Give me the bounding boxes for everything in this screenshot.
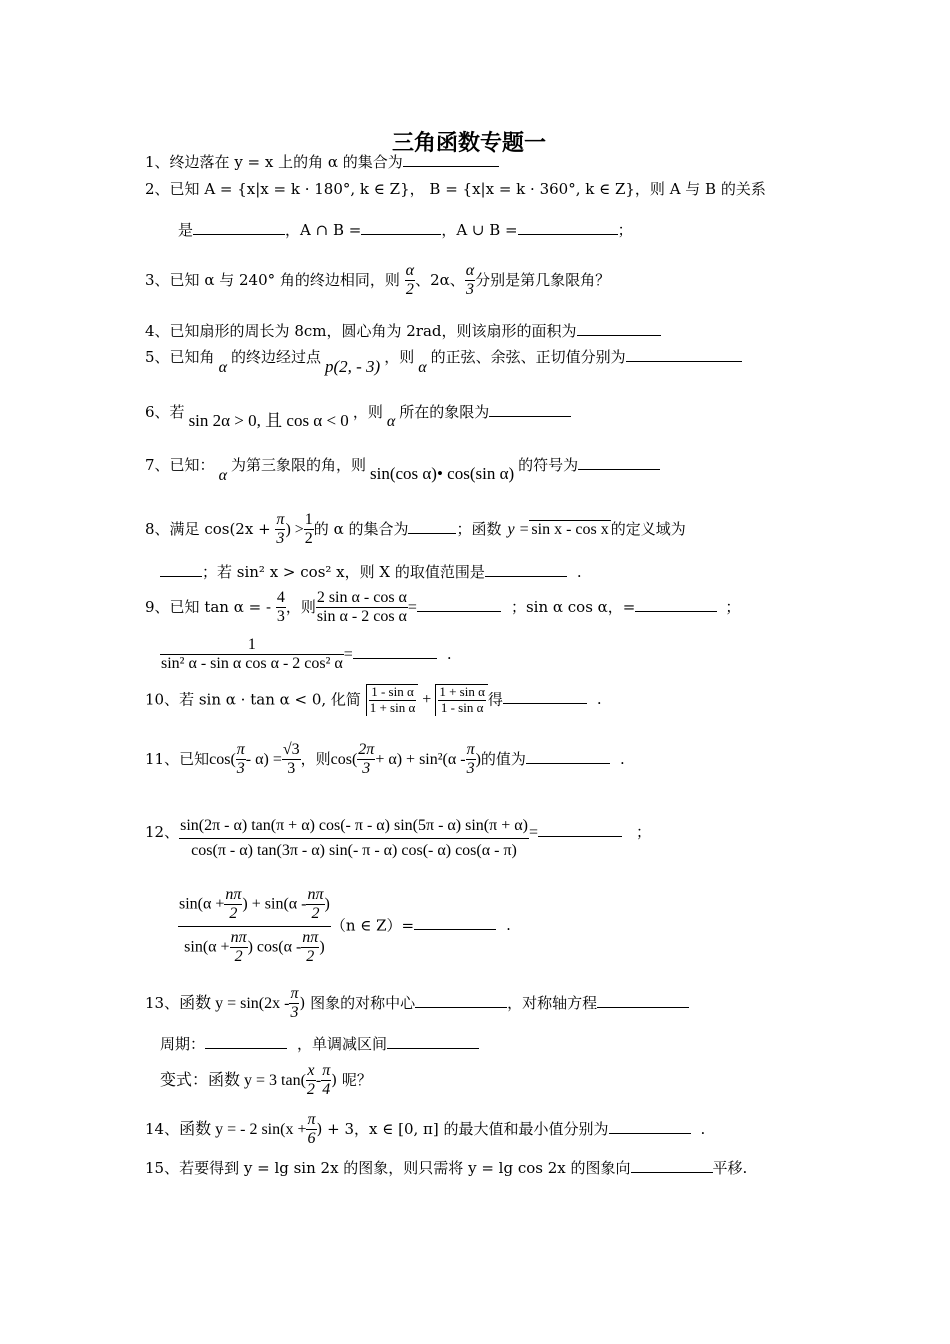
question-text: . [596,690,602,709]
fraction: $\frac{x}{2}$ [306,1062,315,1099]
answer-blank[interactable] [193,220,285,235]
question-text: ，A ∪ B = [441,221,518,239]
question-11 [145,741,625,779]
answer-blank[interactable] [417,597,501,612]
math-text: + α) + sin²(α - [375,750,466,768]
answer-blank[interactable] [578,455,660,470]
answer-blank[interactable] [408,519,456,534]
question-text: 已知 α 与 240° 角的终边相同，则 [169,270,400,289]
question-text: 若 sin α · tan α < 0, 化简 [179,690,361,709]
question-number: 2、 [145,180,170,198]
math-text: ) > [285,520,304,538]
math-symbol: α [218,467,227,484]
question-text: 的符号为 [518,456,579,474]
question-13-line-2 [160,1033,479,1054]
question-text: ) 呢？ [331,1070,372,1089]
answer-blank[interactable] [353,644,437,659]
fraction: $\frac{\text{2 sin α - cos α}}{\text{sin α - 2 cos α}}$ [316,589,407,626]
question-text: 的定义域为 [610,519,686,538]
question-text: ) + 3，x ∈ [0, π] 的最大值和最小值分别为 [316,1119,609,1138]
question-number: 15、 [145,1159,180,1177]
question-text: . [700,1119,706,1138]
question-text: 的正弦、余弦、正切值分别为 [430,348,626,366]
question-8-line-2 [160,561,582,582]
answer-blank[interactable] [597,993,689,1008]
question-text: 的终边经过点 [230,348,321,366]
answer-blank[interactable] [635,597,717,612]
question-14 [145,1111,705,1149]
math-text: + [422,691,432,709]
question-text: ，则 [285,597,316,616]
question-text: ) 图象的对称中心 [299,993,416,1012]
answer-blank[interactable] [205,1034,287,1049]
answer-blank[interactable] [526,749,610,764]
question-5 [145,346,742,376]
question-text: 得 [487,690,503,709]
set-b-definition: B = {x|x = k · 360°, k ∈ Z}，则 A 与 B 的关系 [429,180,766,198]
math-symbol: α [386,413,396,430]
question-9-line-2 [160,636,452,674]
fraction: $\frac{\pi}{6}$ [307,1111,316,1148]
question-text: ；函数 [456,519,502,538]
question-1 [145,151,499,172]
question-text: 的 α 的集合为 [313,519,409,538]
question-number: 5、 [145,348,170,366]
question-text: 若要得到 y = lg sin 2x 的图象，则只需将 y = lg cos 2x 的图象向 [179,1159,631,1177]
sqrt-expression: sin x - cos x [531,520,609,538]
math-text: cos( [209,750,236,768]
answer-blank[interactable] [538,822,622,837]
answer-blank[interactable] [489,402,571,417]
question-text: 满足 cos(2x + [169,519,271,538]
math-text: = [407,598,417,616]
question-number: 14、 [145,1119,180,1138]
fraction: $\frac{\text{1 + sin α}}{\text{1 - sin α}}$ [439,684,485,715]
question-number: 11、 [145,749,180,768]
math-text: - α) = [245,750,282,768]
answer-blank[interactable] [414,915,496,930]
question-text: 已知 tan α = - [169,597,272,616]
fraction: $\frac{2\pi}{3}$ [358,741,375,778]
math-text: = [528,823,538,841]
answer-blank[interactable] [609,1119,691,1134]
math-text: 函数 y = sin(2x - [179,994,290,1012]
question-number: 12、 [145,822,180,841]
question-12 [145,817,651,861]
question-number: 10、 [145,690,180,709]
question-text: . [619,749,625,768]
question-text: 、2α、 [415,270,465,289]
answer-blank[interactable] [361,220,441,235]
answer-blank[interactable] [415,993,507,1008]
question-text: 已知： [169,456,215,474]
math-symbol: α [218,359,227,376]
fraction: $\frac{4}{3}$ [276,589,285,626]
math-text: y = [507,520,530,538]
answer-blank[interactable] [503,689,587,704]
sqrt-expression [366,684,419,716]
question-text: . [446,644,452,663]
question-7 [145,454,660,484]
math-text: - [315,1071,322,1089]
question-text: 分别是第几象限角？ [475,270,611,289]
math-text: ) [475,750,481,768]
question-3 [145,262,610,300]
question-text: 的值为 [480,749,526,768]
fraction: $\frac{\text{1 - sin α}}{\text{1 + sin α}}$ [369,684,416,715]
answer-blank[interactable] [485,562,567,577]
fraction: $\frac{\pi}{3}$ [466,741,475,778]
math-symbol: α [418,359,427,376]
page-title: 三角函数专题一 [392,130,547,156]
fraction: sin(α + $\frac{n\pi}{2}$ ) + sin(α - $\frac{n\pi}{2}$ ) sin(α + $\frac{n\pi}{2}$ ) cos(α - $\frac{n\pi}{2}$ ) [179,886,330,966]
question-text: ；sin α cos α，= [510,597,636,616]
question-4 [145,320,661,341]
question-text: 已知扇形的周长为 8cm，圆心角为 2rad，则该扇形的面积为 [169,322,577,340]
question-15 [145,1157,747,1178]
question-13-line-3 [160,1062,372,1100]
question-text: 已知 [179,749,210,768]
question-text: ，则 [352,403,383,421]
question-text: 周期： [160,1035,206,1053]
answer-blank[interactable] [160,562,202,577]
fraction: $\frac{\pi}{3}$ [290,985,299,1022]
fraction: $\frac{\pi}{3}$ [236,741,245,778]
question-number: 4、 [145,322,170,340]
answer-blank[interactable] [403,152,499,167]
question-text: 终边落在 y = x 上的角 α 的集合为 [169,153,403,171]
question-text: 为第三象限的角，则 [230,456,366,474]
answer-blank[interactable] [387,1034,479,1049]
question-10 [145,684,602,716]
math-text: = [343,645,353,663]
math-text: cos( [330,750,358,768]
question-text: 已知角 [169,348,215,366]
question-number: 8、 [145,519,170,538]
question-2-line-2 [178,219,633,240]
fraction: $\frac{\pi}{3}$ [276,511,285,548]
question-text: ； [725,597,741,616]
question-text: 是 [178,221,194,239]
question-number: 1、 [145,153,170,171]
question-13 [145,985,689,1023]
question-number: 13、 [145,993,180,1012]
question-text: ，则 [384,348,415,366]
fraction: $\frac{\alpha}{3}$ [465,262,475,299]
question-text: . [576,563,582,581]
question-text: ；若 sin² x > cos² x，则 X 的取值范围是 [202,563,485,581]
question-number: 6、 [145,403,170,421]
answer-blank[interactable] [626,347,742,362]
question-12-part-2 [178,886,511,967]
question-text: ，对称轴方程 [507,993,598,1012]
question-8 [145,511,686,549]
question-text: ； [617,221,633,239]
fraction: $\frac{√3}{3}$ [282,741,300,778]
question-number: 9、 [145,597,170,616]
question-text: 所在的象限为 [399,403,490,421]
answer-blank[interactable] [518,220,618,235]
question-text: ，则 [300,749,331,768]
fraction: $\frac{1}{2}$ [304,511,313,548]
sqrt-expression [435,684,488,716]
expression: sin(cos α)• cos(sin α) [369,464,515,483]
fraction: $\frac{\pi}{4}$ [322,1062,331,1099]
fraction: $\frac{1}{\text{sin² α - sin α cos α - 2 cos² α}}$ [161,636,343,673]
answer-blank[interactable] [631,1158,713,1173]
fraction: $\frac{\alpha}{2}$ [405,262,415,299]
fraction: $\frac{\sin(2\pi - \alpha) \tan(\pi + \alpha) \cos(- \pi - \alpha) \sin(5\pi - \alpha) \sin(\pi + \alpha)}{\cos(\pi - \alpha) \tan(3\pi - \alpha) \sin(- \pi - \alpha) \cos(- \alpha) \cos(\alpha - \pi)}$ [180,817,528,860]
question-text: ，单调减区间 [297,1035,388,1053]
set-a-definition: 已知 A = {x|x = k · 180°, k ∈ Z}， [169,180,425,198]
question-text: . [506,916,511,935]
math-text: 变式：函数 y = 3 tan( [160,1071,306,1089]
question-number: 7、 [145,456,170,474]
question-6 [145,397,571,430]
question-9 [145,589,740,627]
question-2 [145,178,766,199]
question-number: 3、 [145,270,170,289]
question-text: （n ∈ Z）= [330,916,415,935]
answer-blank[interactable] [577,321,661,336]
question-text: ； [635,822,651,841]
math-text: 函数 y = - 2 sin(x + [179,1120,307,1138]
condition-expression: sin 2α > 0, 且 cos α < 0 [188,411,349,430]
question-text: 平移. [712,1159,748,1177]
point-coordinate: p(2, - 3) [324,357,381,376]
question-text: 若 [169,403,185,421]
question-text: ，A ∩ B = [285,221,362,239]
